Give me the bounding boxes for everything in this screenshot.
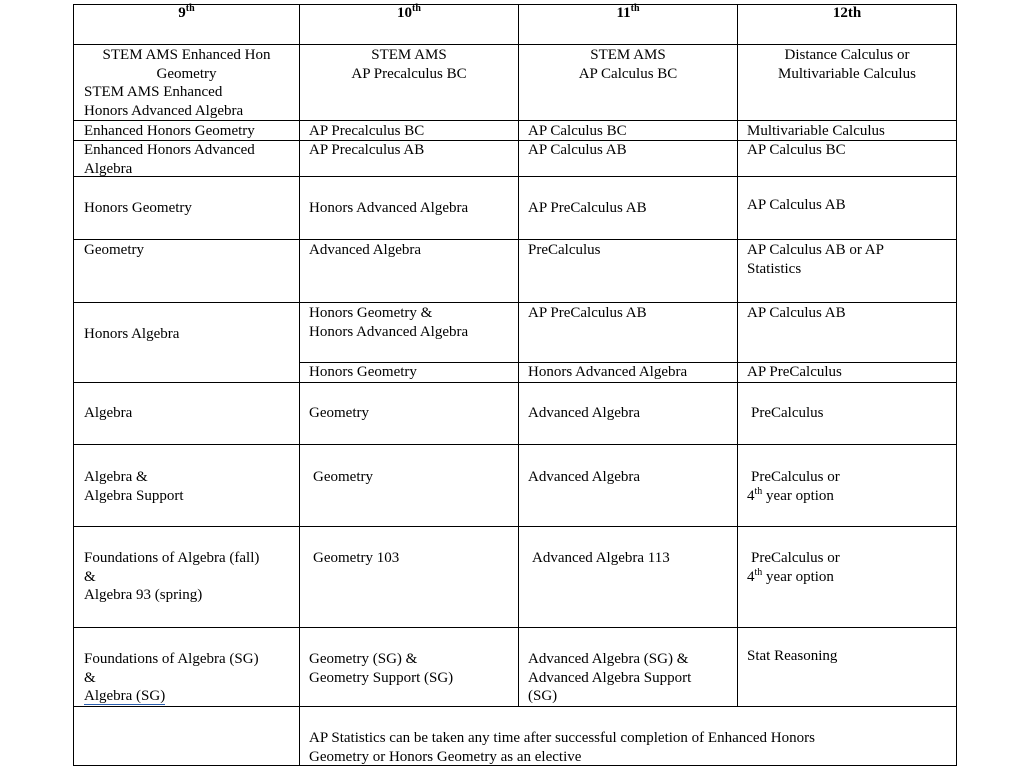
- cell-alg-sup-12: PreCalculus or 4th year option: [747, 469, 840, 504]
- cell-enh-alg-12: AP Calculus BC: [747, 142, 846, 158]
- cell-enh-geo-10: AP Precalculus BC: [309, 123, 425, 139]
- cell-stem-9-cont: STEM AMS Enhanced Honors Advanced Algebra: [84, 84, 244, 119]
- cell-hon-geo-11: AP PreCalculus AB: [528, 200, 647, 216]
- cell-geo-9: Geometry: [84, 242, 144, 258]
- cell-found-sg-9: Foundations of Algebra (SG) & Algebra (SG): [84, 651, 259, 704]
- header-grade-11: 11th: [616, 3, 640, 21]
- header-grade-9: 9th: [178, 3, 195, 21]
- cell-geo-12: AP Calculus AB or AP Statistics: [747, 242, 884, 277]
- cell-hon-alg-10a: Honors Geometry & Honors Advanced Algebra: [309, 305, 469, 340]
- cell-alg-12: PreCalculus: [751, 405, 824, 421]
- cell-enh-geo-12: Multivariable Calculus: [747, 123, 885, 139]
- ap-statistics-note: AP Statistics can be taken any time after successful completion of Enhanced Honors Geometry or Honors Geometry as an elective: [309, 730, 815, 765]
- cell-enh-alg-9: Enhanced Honors Advanced Algebra: [84, 142, 255, 177]
- cell-found-sg-10: Geometry (SG) & Geometry Support (SG): [309, 651, 454, 686]
- cell-found-sg-11: Advanced Algebra (SG) & Advanced Algebra Support (SG): [528, 651, 692, 704]
- cell-hon-geo-9: Honors Geometry: [84, 200, 192, 216]
- cell-alg-10: Geometry: [309, 405, 369, 421]
- cell-alg-sup-10: Geometry: [313, 469, 373, 485]
- cell-alg-11: Advanced Algebra: [528, 405, 641, 421]
- cell-found-sg-12: Stat Reasoning: [747, 648, 838, 664]
- cell-stem-9: STEM AMS Enhanced Hon Geometry: [102, 47, 271, 82]
- cell-alg-sup-9: Algebra & Algebra Support: [84, 469, 184, 504]
- cell-hon-alg-12b: AP PreCalculus: [747, 364, 842, 380]
- cell-enh-geo-11: AP Calculus BC: [528, 123, 627, 139]
- cell-hon-alg-9: Honors Algebra: [84, 326, 180, 342]
- cell-found-10: Geometry 103: [313, 550, 400, 566]
- cell-stem-11: STEM AMS AP Calculus BC: [578, 47, 678, 82]
- cell-hon-geo-12: AP Calculus AB: [747, 197, 846, 213]
- cell-enh-alg-10: AP Precalculus AB: [309, 142, 425, 158]
- algebra-sg-link: Algebra (SG): [84, 688, 166, 704]
- cell-found-12: PreCalculus or 4th year option: [747, 550, 840, 585]
- cell-hon-geo-10: Honors Advanced Algebra: [309, 200, 469, 216]
- cell-geo-11: PreCalculus: [528, 242, 601, 258]
- cell-enh-alg-11: AP Calculus AB: [528, 142, 627, 158]
- cell-hon-alg-11b: Honors Advanced Algebra: [528, 364, 688, 380]
- cell-hon-alg-12a: AP Calculus AB: [747, 305, 846, 321]
- cell-stem-10: STEM AMS AP Precalculus BC: [351, 47, 467, 82]
- header-grade-12: 12th: [832, 5, 862, 21]
- cell-geo-10: Advanced Algebra: [309, 242, 422, 258]
- cell-enh-geo-9: Enhanced Honors Geometry: [84, 123, 255, 139]
- cell-alg-sup-11: Advanced Algebra: [528, 469, 641, 485]
- cell-found-11: Advanced Algebra 113: [532, 550, 670, 566]
- cell-alg-9: Algebra: [84, 405, 133, 421]
- cell-found-9: Foundations of Algebra (fall) & Algebra 93 (spring): [84, 550, 260, 603]
- cell-stem-12: Distance Calculus or Multivariable Calculus: [778, 47, 916, 82]
- cell-hon-alg-10b: Honors Geometry: [309, 364, 417, 380]
- header-grade-10: 10th: [397, 3, 421, 21]
- cell-hon-alg-11a: AP PreCalculus AB: [528, 305, 647, 321]
